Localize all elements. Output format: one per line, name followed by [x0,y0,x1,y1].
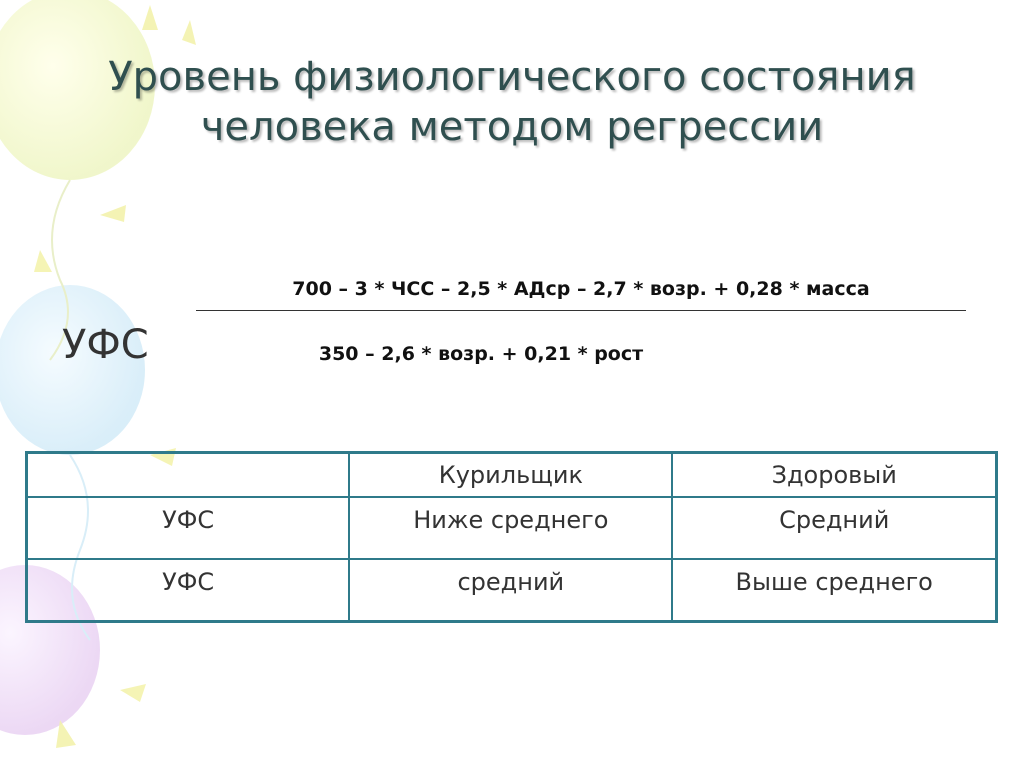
results-table [25,451,998,623]
table-row [27,559,997,621]
table-header-cell: Курильщик [349,453,672,498]
formula-lhs: УФС [62,322,149,368]
formula-numerator: 700 – 3 * ЧСС – 2,5 * АДср – 2,7 * возр. + 0,28 * масса [292,278,870,300]
table-cell: УФС [27,497,350,559]
table-header-cell: Здоровый [672,453,996,498]
table-cell: Выше среднего [672,559,996,621]
table-header-cell [27,453,350,498]
fraction-bar [196,310,966,311]
table-header-row [27,453,997,498]
table-row [27,497,997,559]
slide-title [0,52,1024,152]
formula-denominator: 350 – 2,6 * возр. + 0,21 * рост [318,343,644,365]
table-cell: средний [349,559,672,621]
table-cell: УФС [27,559,350,621]
title-line-2: человека методом регрессии [200,104,824,150]
table-cell: Ниже среднего [349,497,672,559]
table-cell: Средний [672,497,996,559]
title-line-1: Уровень физиологического состояния [108,54,916,100]
